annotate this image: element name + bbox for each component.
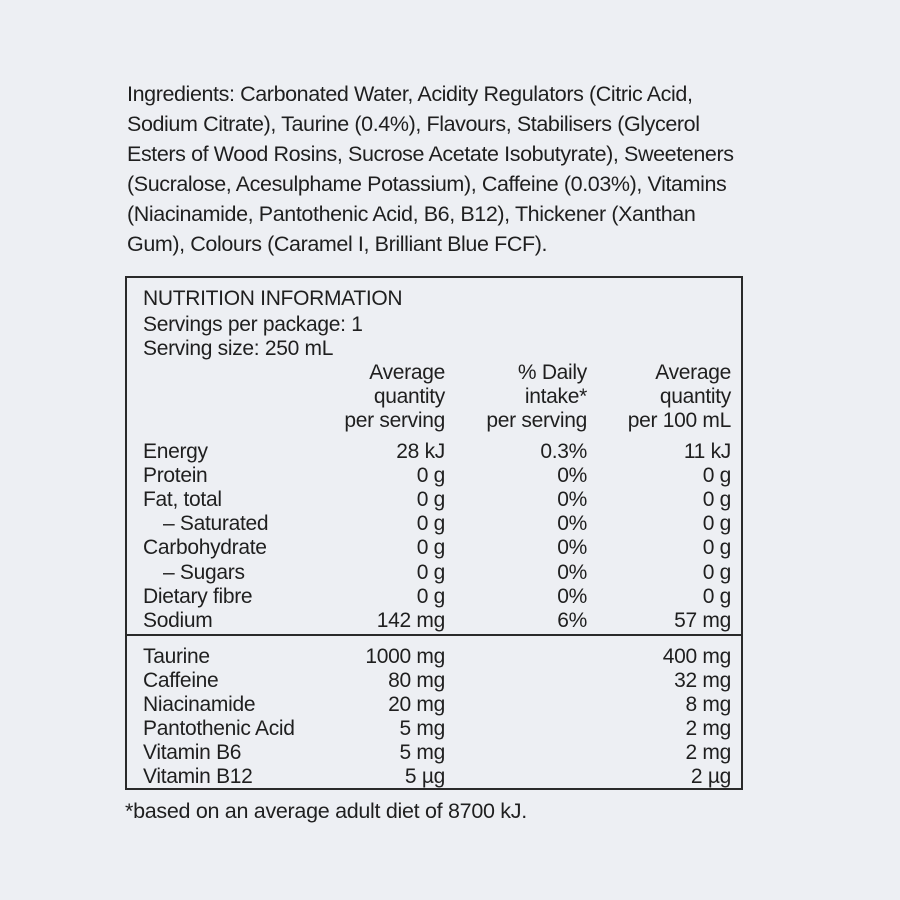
nutrient-name: Niacinamide: [143, 693, 256, 716]
footnote: *based on an average adult diet of 8700 kJ.: [125, 799, 527, 823]
nutrient-row: [127, 512, 741, 536]
nutrient-name: – Saturated: [163, 512, 269, 536]
nutrient-daily-intake: 0.3%: [540, 440, 587, 463]
nutrient-per-100ml: 57 mg: [674, 608, 731, 632]
nutrient-name: Dietary fibre: [143, 584, 253, 608]
nutrient-row: [127, 609, 741, 633]
nutrient-name: Carbohydrate: [143, 536, 267, 560]
ingredients-list: Ingredients: Carbonated Water, Acidity Regulators (Citric Acid, Sodium Citrate), Taurine (0.4%), Flavours, Stabilisers (Glycerol Esters of Wood Rosins, Sucrose Acetate Isobutyrate), Sweeteners (Sucralose, Acesulphame Potassium), Caffeine (0.03%), Vitamins (Niacinamide, Pantothenic Acid, B6, B12), Thickener (Xanthan Gum), Colours (Caramel I, Brilliant Blue FCF).: [127, 82, 734, 256]
nutrient-per-serving: 0 g: [416, 584, 445, 608]
serving-size: Serving size: 250 mL: [143, 337, 334, 360]
nutrient-per-serving: 1000 mg: [365, 645, 445, 668]
nutrient-per-serving: 5 µg: [404, 765, 445, 788]
nutrient-row: [127, 464, 741, 488]
nutrient-per-100ml: 0 g: [702, 464, 731, 488]
nutrient-daily-intake: 0%: [557, 584, 587, 608]
servings-per-package: Servings per package: 1: [143, 313, 363, 336]
col-header-daily-intake: % Daily intake* per serving: [486, 361, 587, 432]
nutrient-per-100ml: 2 mg: [685, 717, 731, 740]
nutrient-name: Pantothenic Acid: [143, 717, 295, 740]
nutrient-per-100ml: 11 kJ: [683, 440, 731, 463]
nutrient-row: [127, 669, 741, 693]
nutrient-row: [127, 645, 741, 669]
nutrient-row: [127, 717, 741, 741]
nutrient-daily-intake: 0%: [557, 464, 587, 488]
panel-title: NUTRITION INFORMATION: [143, 287, 403, 310]
nutrient-daily-intake: 0%: [557, 512, 587, 536]
nutrient-per-serving: 20 mg: [388, 693, 445, 716]
col-header-per-100ml: Average quantity per 100 mL: [627, 361, 731, 432]
nutrient-per-100ml: 2 mg: [685, 741, 731, 764]
nutrient-per-serving: 28 kJ: [396, 440, 445, 463]
nutrient-name: Fat, total: [143, 488, 222, 512]
nutrient-per-serving: 0 g: [416, 560, 445, 584]
nutrient-row: [127, 741, 741, 765]
nutrient-name: – Sugars: [163, 560, 245, 584]
nutrient-row: [127, 440, 741, 464]
nutrient-per-serving: 0 g: [416, 464, 445, 488]
nutrient-per-serving: 0 g: [416, 512, 445, 536]
nutrient-daily-intake: 0%: [557, 560, 587, 584]
nutrient-per-100ml: 8 mg: [685, 693, 731, 716]
nutrient-per-100ml: 400 mg: [662, 645, 731, 668]
nutrient-per-serving: 0 g: [416, 488, 445, 512]
nutrient-per-100ml: 2 µg: [690, 765, 731, 788]
nutrient-name: Vitamin B12: [143, 765, 253, 788]
nutrient-name: Vitamin B6: [143, 741, 242, 764]
nutrient-row: [127, 488, 741, 512]
nutrient-per-serving: 0 g: [416, 536, 445, 560]
nutrient-per-serving: 142 mg: [376, 608, 445, 632]
nutrient-name: Protein: [143, 464, 208, 488]
nutrient-name: Energy: [143, 440, 208, 463]
nutrient-per-100ml: 0 g: [702, 536, 731, 560]
nutrient-daily-intake: 6%: [557, 608, 587, 632]
nutrient-per-100ml: 0 g: [702, 584, 731, 608]
section-divider: [127, 634, 741, 636]
col-header-per-serving: Average quantity per serving: [344, 361, 445, 432]
nutrient-per-100ml: 0 g: [702, 560, 731, 584]
nutrient-row: [127, 536, 741, 560]
nutrient-per-100ml: 32 mg: [674, 669, 731, 692]
nutrient-per-serving: 80 mg: [388, 669, 445, 692]
nutrient-row: [127, 765, 741, 789]
nutrient-daily-intake: 0%: [557, 488, 587, 512]
nutrition-panel: [125, 276, 743, 790]
nutrient-name: Sodium: [143, 608, 213, 632]
nutrient-name: Taurine: [143, 645, 210, 668]
nutrient-per-serving: 5 mg: [399, 717, 445, 740]
nutrient-row: [127, 561, 741, 585]
nutrient-name: Caffeine: [143, 669, 219, 692]
nutrient-daily-intake: 0%: [557, 536, 587, 560]
nutrient-row: [127, 693, 741, 717]
nutrient-per-serving: 5 mg: [399, 741, 445, 764]
nutrient-per-100ml: 0 g: [702, 488, 731, 512]
nutrient-per-100ml: 0 g: [702, 512, 731, 536]
nutrient-row: [127, 585, 741, 609]
